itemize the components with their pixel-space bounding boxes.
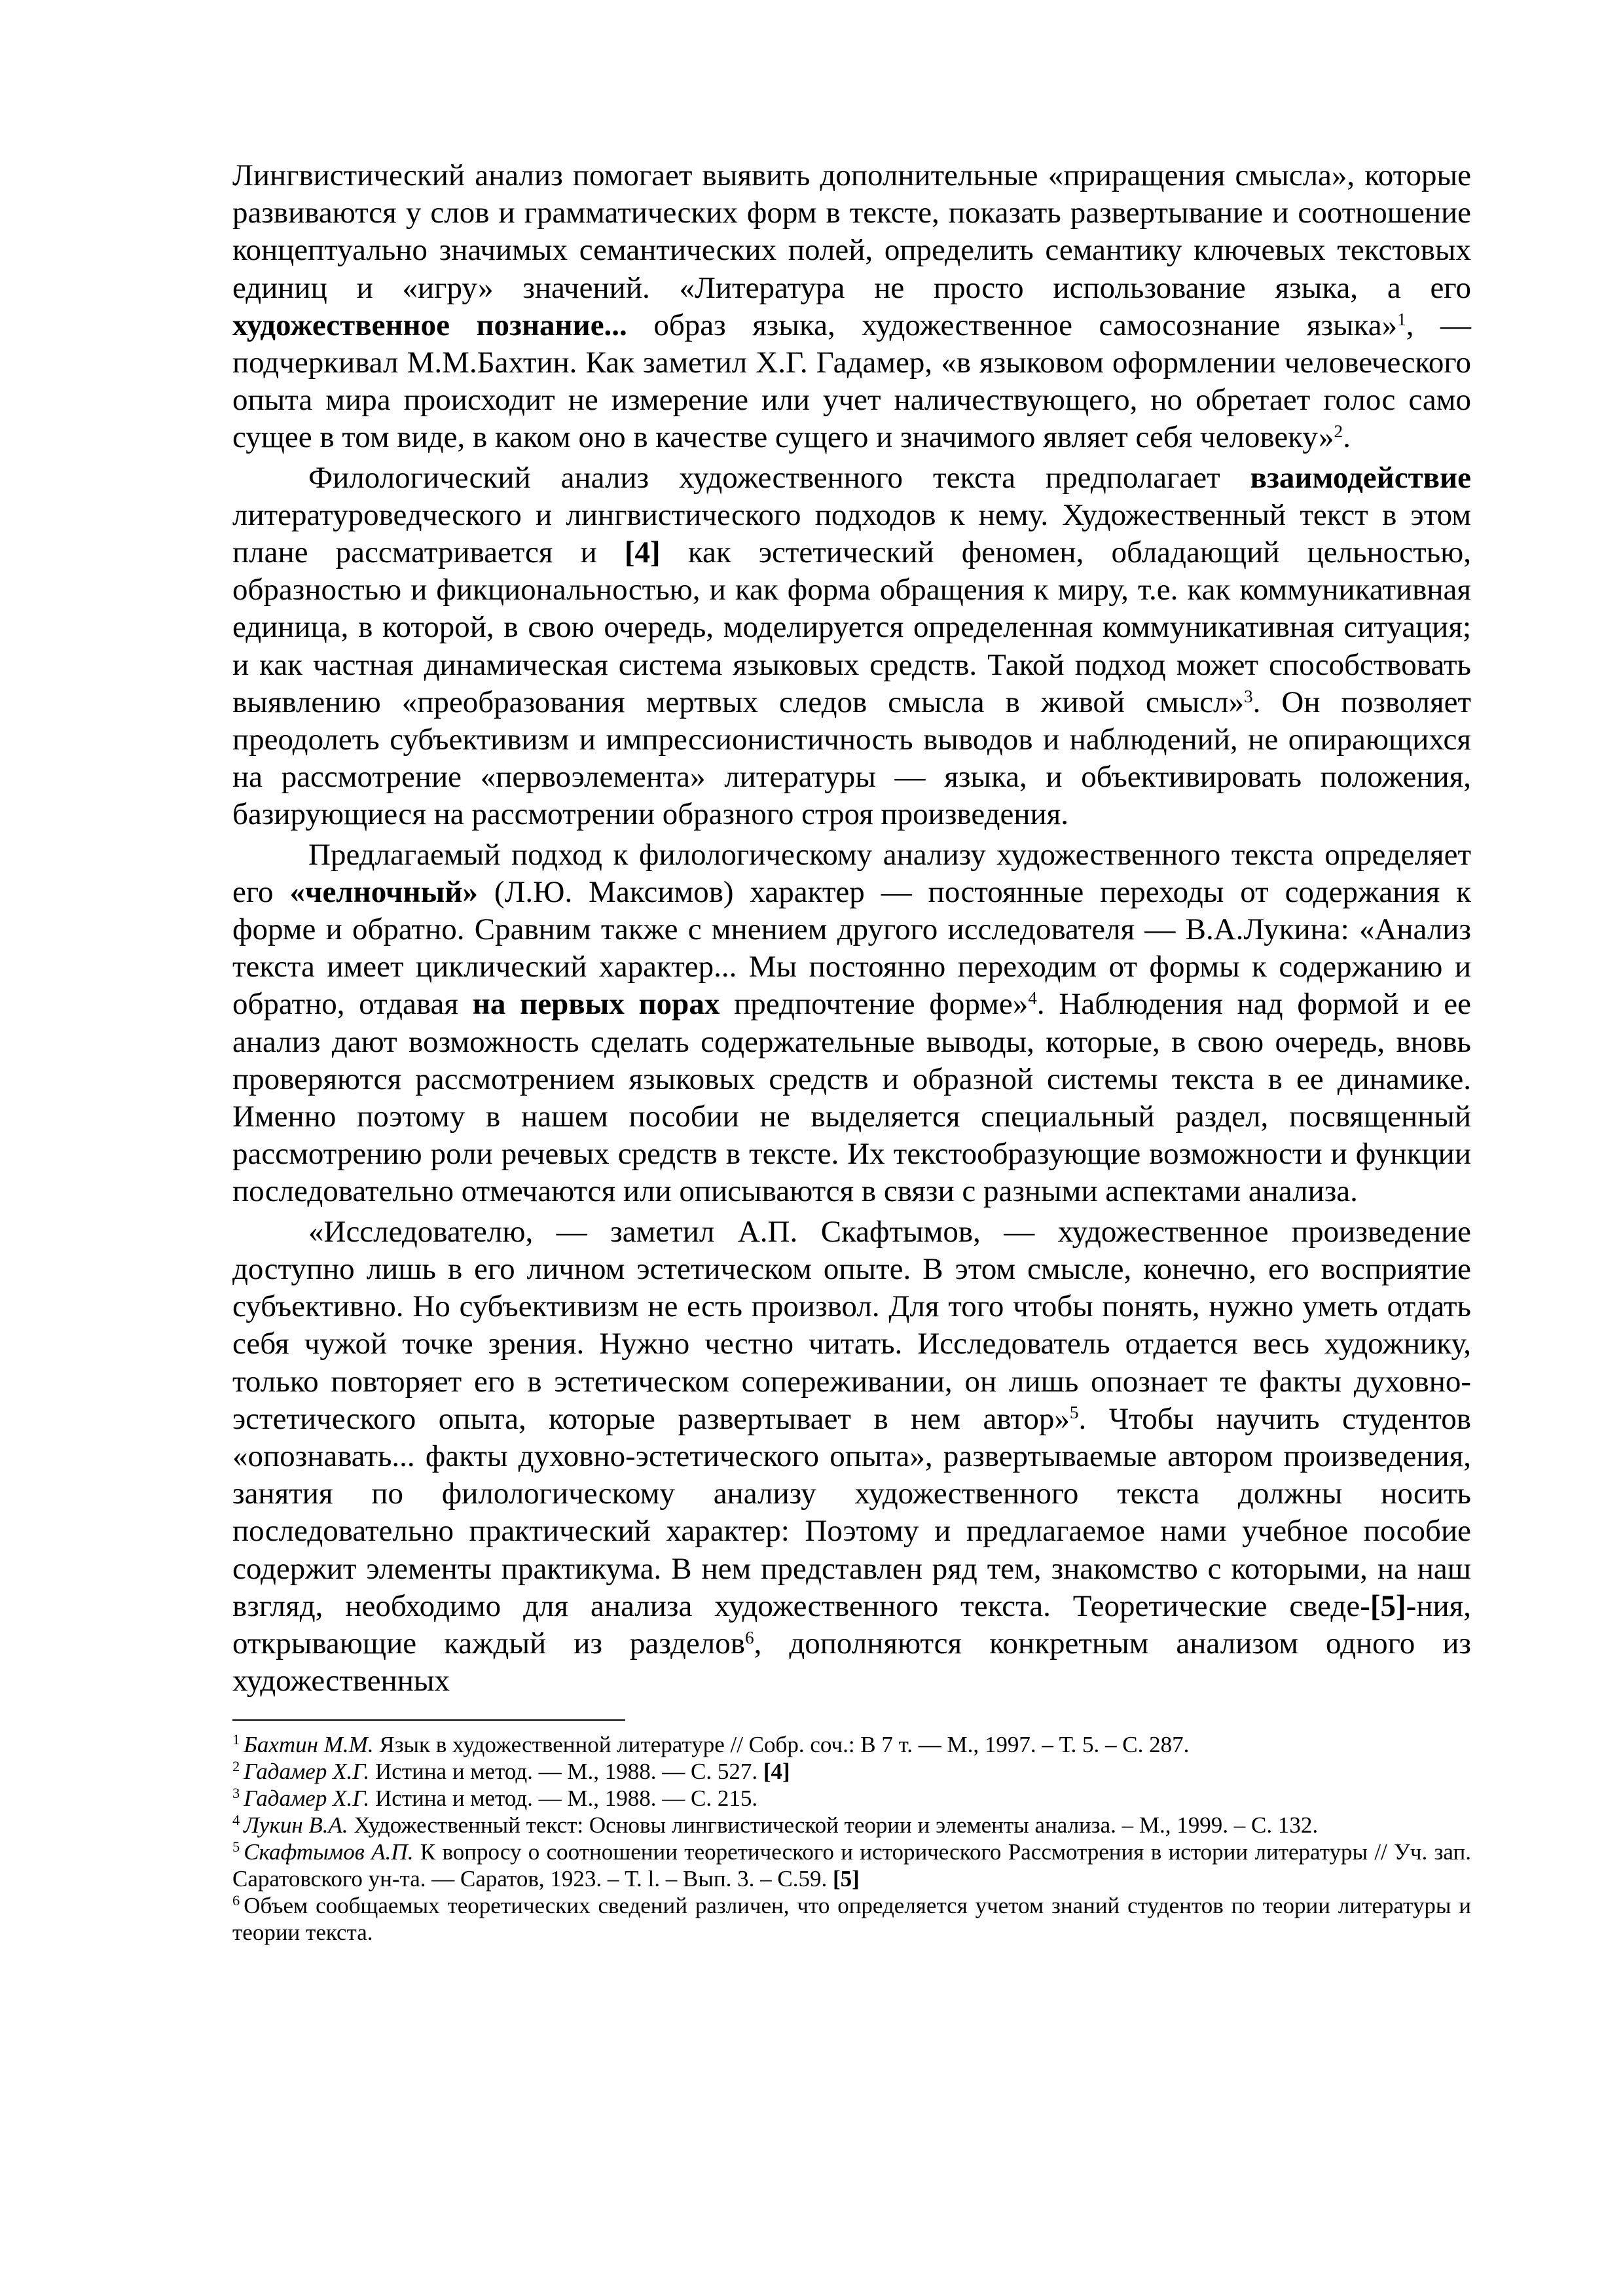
italic-author-name: Скафтымов А.П. bbox=[244, 1839, 414, 1865]
footnote bbox=[232, 1839, 1471, 1892]
text-run: , — подчеркивал М.М.Бахтин. Как заметил Х.Г. Гадамер, «в языковом оформлении человеческого опыта мира происходит не измерение или учет наличествующего, но обретает голос само сущее в том виде, в каком оно в качестве сущего и значимого являет себя человеку» bbox=[232, 308, 1472, 455]
text-run: «Исследователю, — заметил А.П. Скафтымов, — художественное произведение доступно лишь в его личном эстетическом опыте. В этом смысле, конечно, его восприятие субъективно. Но субъективизм не есть произвол. Для того чтобы понять, нужно уметь отдать себя чужой точке зрения. Нужно честно читать. Исследователь отдается весь художнику, только повторяет его в эстетическом сопереживании, он лишь опознает те факты духовно-эстетического опыта, которые развертывает в нем автор» bbox=[232, 1214, 1471, 1436]
text-run: Объем сообщаемых теоретических сведений различен, что определяется учетом знаний студентов по теории литературы и теории текста. bbox=[232, 1893, 1471, 1946]
text-run: . Он позволяет преодолеть субъективизм и импрессионистичность выводов и наблюдений, не опирающихся на рассмотрение «первоэлемента» литературы — языка, и объективировать положения, базирующиеся на рассмотрении образного строя произведения. bbox=[232, 685, 1471, 832]
footnote-number: 4 bbox=[232, 1811, 240, 1828]
text-run: предпочтение форме» bbox=[720, 987, 1029, 1022]
text-run: образ языка, художественное самосознание языка» bbox=[627, 308, 1398, 342]
footnote bbox=[232, 1892, 1471, 1946]
text-run: Художественный текст: Основы лингвистической теории и элементы анализа. – М., 1999. – С. 132. bbox=[348, 1812, 1319, 1839]
bold-text: «челночный» bbox=[289, 874, 478, 909]
footnote-reference: 6 bbox=[744, 1627, 754, 1647]
footnote-number: 1 bbox=[232, 1731, 240, 1748]
footnote bbox=[232, 1785, 1471, 1812]
footnote bbox=[232, 1812, 1471, 1839]
footnote-separator bbox=[232, 1719, 625, 1721]
italic-author-name: Бахтин М.М. bbox=[244, 1732, 374, 1758]
text-run: как эстетический феномен, обладающий цельностью, образностью и фикциональностью, и как форма обращения к миру, т.е. как коммуникативная единица, в которой, в свою очередь, моделируется определенная коммуникативная ситуация; и как частная динамическая система языковых средств. Такой подход может способствовать выявлению «преобразования мертвых следов смысла в живой смысл» bbox=[232, 535, 1471, 719]
bold-text: взаимодействие bbox=[1250, 460, 1471, 495]
text-run: литературоведческого и лингвистического подходов к нему. Художественный текст в этом плане рассматривается и bbox=[232, 497, 1471, 570]
text-run: . bbox=[1343, 420, 1351, 455]
footnote-reference: 1 bbox=[1397, 309, 1406, 329]
italic-author-name: Лукин В.А. bbox=[244, 1812, 348, 1839]
bold-text: -[5]- bbox=[1360, 1588, 1417, 1623]
bold-text: [4] bbox=[763, 1759, 790, 1785]
text-run: Истина и метод. — М., 1988. — С. 215. bbox=[369, 1785, 758, 1812]
footnotes bbox=[232, 1731, 1471, 1946]
italic-author-name: Гадамер Х.Г. bbox=[244, 1785, 370, 1812]
paragraph bbox=[232, 1213, 1471, 1700]
footnote bbox=[232, 1731, 1471, 1758]
text-run: . Чтобы научить студентов «опознавать... факты духовно-эстетического опыта», развертываемые автором произведения, занятия по филологическому анализу художественного текста должны носить последовательно практический характер: Поэтому и предлагаемое нами учебное пособие содержит элементы практикума. В нем представлен ряд тем, знакомство с которыми, на наш взгляд, необходимо для анализа художественного текста. Теоретические сведе bbox=[232, 1401, 1471, 1623]
document-page bbox=[232, 157, 1471, 1946]
bold-text: [5] bbox=[832, 1866, 860, 1892]
paragraph bbox=[232, 157, 1471, 457]
text-run: , дополняются конкретным анализом одного из художественных bbox=[232, 1626, 1471, 1698]
footnote-number: 6 bbox=[232, 1892, 240, 1909]
footnote-number: 2 bbox=[232, 1757, 240, 1774]
footnote bbox=[232, 1758, 1471, 1785]
bold-text: [4] bbox=[624, 535, 661, 570]
footnote-number: 5 bbox=[232, 1838, 240, 1855]
text-run: Лингвистический анализ помогает выявить дополнительные «приращения смысла», которые развиваются у слов и грамматических форм в тексте, показать развертывание и соотношение концептуально значимых семантических полей, определить семантику ключевых текстовых единиц и «игру» значений. «Литература не просто использование языка, а его bbox=[232, 158, 1471, 305]
bold-text: художественное познание... bbox=[232, 308, 627, 342]
text-run: ния, открывающие каждый из разделов bbox=[232, 1588, 1471, 1660]
footnote-reference: 4 bbox=[1028, 988, 1037, 1009]
body-text bbox=[232, 157, 1471, 1700]
text-run: Предлагаемый подход к филологическому анализу художественного текста определяет его bbox=[232, 837, 1471, 909]
bold-text: на первых порах bbox=[472, 987, 720, 1022]
italic-author-name: Гадамер Х.Г. bbox=[244, 1759, 370, 1785]
paragraph bbox=[232, 459, 1471, 834]
footnote-reference: 5 bbox=[1069, 1403, 1079, 1423]
footnote-reference: 2 bbox=[1334, 422, 1343, 442]
paragraph bbox=[232, 836, 1471, 1211]
text-run: Язык в художественной литературе // Собр. соч.: В 7 т. — М., 1997. – Т. 5. – С. 287. bbox=[373, 1732, 1190, 1758]
text-run: Истина и метод. — М., 1988. — С. 527. bbox=[369, 1759, 763, 1785]
footnote-reference: 3 bbox=[1244, 686, 1253, 706]
text-run: К вопросу о соотношении теоретического и исторического Рассмотрения в истории литературы // Уч. зап. Саратовского ун-та. — Саратов, 1923. – Т. l. – Вып. 3. – С.59. bbox=[232, 1839, 1471, 1892]
footnote-number: 3 bbox=[232, 1784, 240, 1801]
text-run: Филологический анализ художественного текста предполагает bbox=[308, 460, 1250, 495]
text-run: (Л.Ю. Максимов) характер — постоянные переходы от содержания к форме и обратно. Сравним также с мнением другого исследователя — В.А.Лукина: «Анализ текста имеет циклический характер... Мы постоянно переходим от формы к содержанию и обратно, отдавая bbox=[232, 874, 1471, 1022]
text-run: . Наблюдения над формой и ее анализ дают возможность сделать содержательные выводы, которые, в свою очередь, вновь проверяются рассмотрением языковых средств и образной системы текста в ее динамике. Именно поэтому в нашем пособии не выделяется специальный раздел, посвященный рассмотрению роли речевых средств в тексте. Их текстообразующие возможности и функции последовательно отмечаются или описываются в связи с разными аспектами анализа. bbox=[232, 987, 1472, 1209]
